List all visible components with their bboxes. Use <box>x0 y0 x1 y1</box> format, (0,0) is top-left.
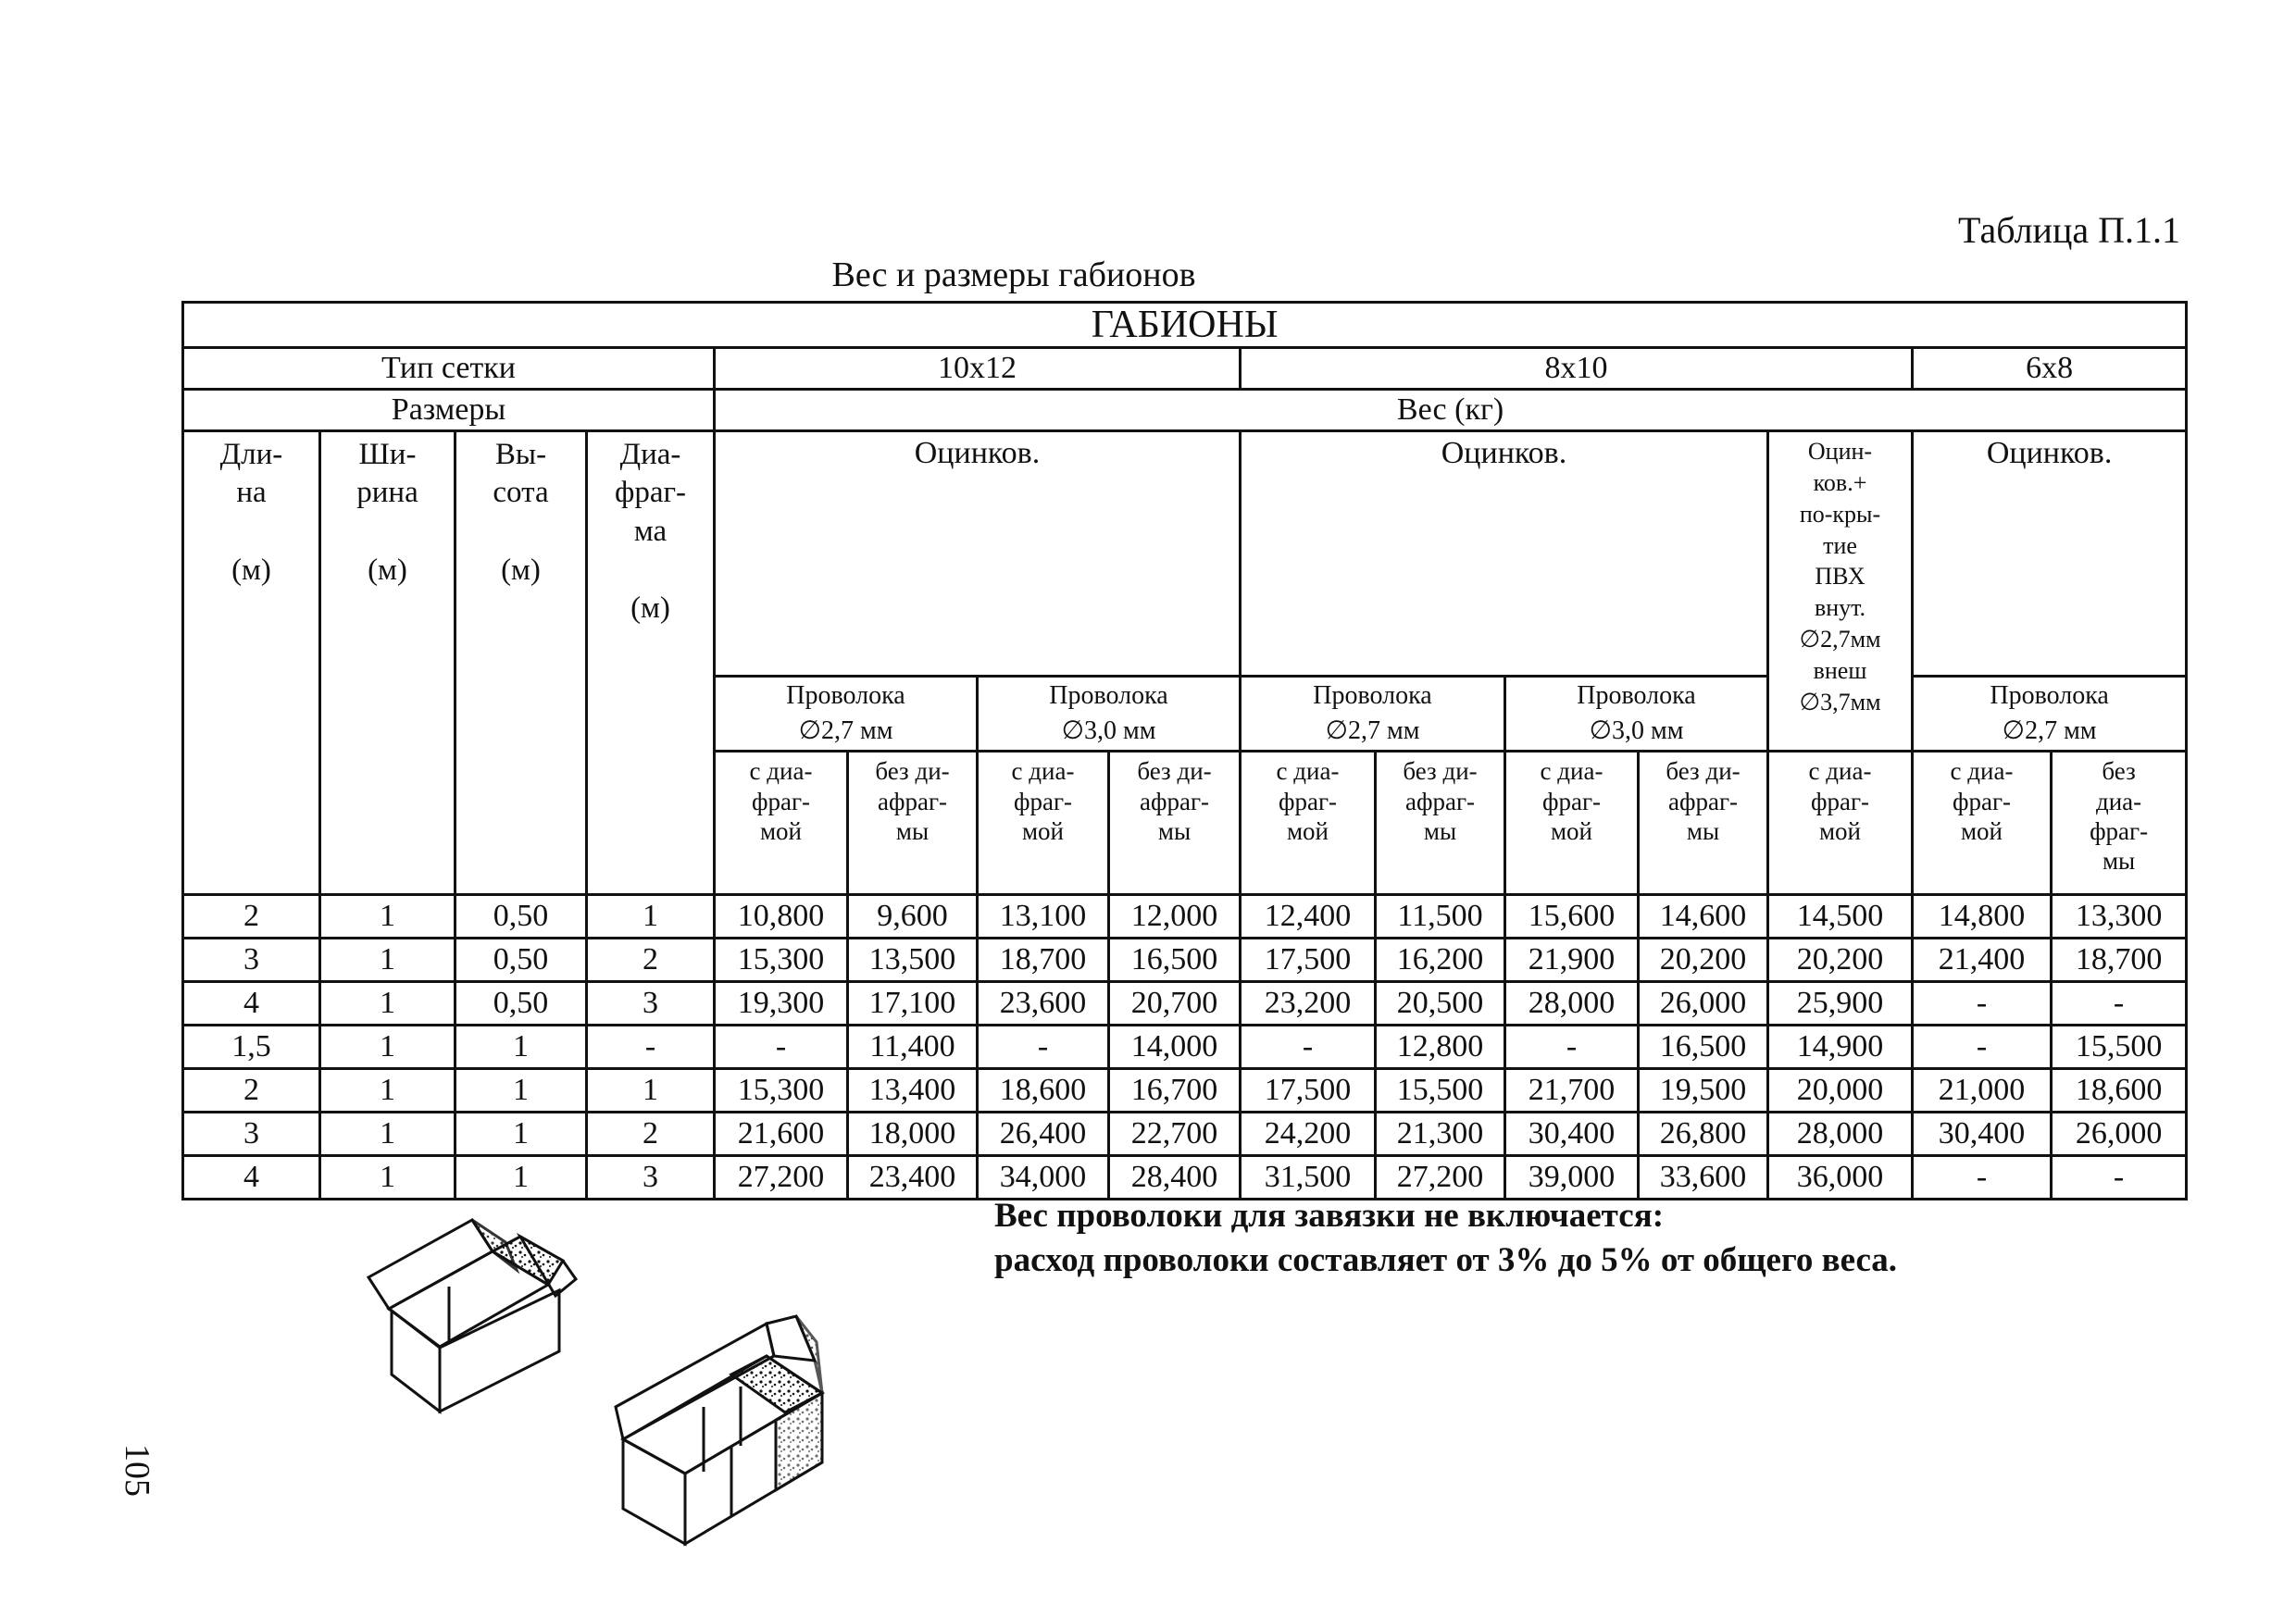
table-cell: 21,900 <box>1505 939 1639 982</box>
weight-header: Вес (кг) <box>715 390 2187 431</box>
table-cell: 23,400 <box>848 1156 978 1200</box>
table-cell: 14,500 <box>1768 895 1913 939</box>
table-cell: 1 <box>320 1113 455 1156</box>
without-diaphragm-header: без ди- афраг- мы <box>1109 752 1241 895</box>
table-cell: - <box>978 1026 1109 1069</box>
table-number-label: Таблица П.1.1 <box>1958 209 2180 251</box>
dimensions-header: Размеры <box>183 390 715 431</box>
table-cell: 20,700 <box>1109 982 1241 1026</box>
table-row <box>183 895 2187 939</box>
with-diaphragm-header: с диа- фраг- мой <box>715 752 848 895</box>
diaphragm-header <box>587 431 715 895</box>
table-cell: 26,400 <box>978 1113 1109 1156</box>
diaphragm-unit: (м) <box>630 591 670 625</box>
table-cell: 14,900 <box>1768 1026 1913 1069</box>
table-row <box>183 1113 2187 1156</box>
coating-galvanized-6x8: Оцинков. <box>1913 431 2187 677</box>
table-body <box>183 895 2187 1200</box>
table-row <box>183 982 2187 1026</box>
table-row <box>183 1156 2187 1200</box>
wire-3-0-10x12: Проволока ∅3,0 мм <box>978 677 1241 752</box>
table-cell: 15,300 <box>715 1069 848 1113</box>
without-diaphragm-header: без ди- афраг- мы <box>1376 752 1505 895</box>
table-cell: 1 <box>320 1026 455 1069</box>
with-diaphragm-header: с диа- фраг- мой <box>1913 752 2052 895</box>
table-cell: 16,500 <box>1109 939 1241 982</box>
with-diaphragm-header: с диа- фраг- мой <box>1505 752 1639 895</box>
table-cell: 1 <box>320 939 455 982</box>
width-header <box>320 431 455 895</box>
table-title-text: Вес и размеры габионов <box>831 255 1196 294</box>
table-cell: 13,500 <box>848 939 978 982</box>
mesh-type-8x10: 8x10 <box>1241 348 1913 390</box>
table-cell: 12,000 <box>1109 895 1241 939</box>
table-cell: 25,900 <box>1768 982 1913 1026</box>
with-diaphragm-header: с диа- фраг- мой <box>1241 752 1376 895</box>
table-cell: 3 <box>183 939 320 982</box>
table-cell: 17,100 <box>848 982 978 1026</box>
table-cell: - <box>2052 982 2187 1026</box>
table-cell: 20,200 <box>1639 939 1768 982</box>
table-cell: 2 <box>587 1113 715 1156</box>
table-row <box>183 1026 2187 1069</box>
table-cell: 18,700 <box>2052 939 2187 982</box>
table-cell: 26,800 <box>1639 1113 1768 1156</box>
table-cell: 39,000 <box>1505 1156 1639 1200</box>
table-cell: 28,000 <box>1505 982 1639 1026</box>
table-cell: 1 <box>587 895 715 939</box>
table-cell: 17,500 <box>1241 1069 1376 1113</box>
table-cell: 16,700 <box>1109 1069 1241 1113</box>
height-label: Вы- сота <box>493 438 549 510</box>
table-cell: 10,800 <box>715 895 848 939</box>
table-cell: 0,50 <box>455 895 587 939</box>
table-cell: 4 <box>183 1156 320 1200</box>
table-cell: - <box>1913 1026 2052 1069</box>
table-cell: 21,300 <box>1376 1113 1505 1156</box>
table-cell: 1 <box>320 1156 455 1200</box>
table-cell: 15,500 <box>1376 1069 1505 1113</box>
table-cell: 18,700 <box>978 939 1109 982</box>
mesh-type-10x12: 10x12 <box>715 348 1241 390</box>
table-cell: 26,000 <box>1639 982 1768 1026</box>
table-cell: 19,500 <box>1639 1069 1768 1113</box>
table-cell: 18,000 <box>848 1113 978 1156</box>
wire-2-7-10x12: Проволока ∅2,7 мм <box>715 677 978 752</box>
table-cell: 18,600 <box>2052 1069 2187 1113</box>
wire-note-line-2: расход проволоки составляет от 3% до 5% от общего веса. <box>994 1241 1898 1280</box>
table-row <box>183 1069 2187 1113</box>
mesh-type-6x8: 6x8 <box>1913 348 2187 390</box>
table-cell: 24,200 <box>1241 1113 1376 1156</box>
table-cell: 34,000 <box>978 1156 1109 1200</box>
table-cell: 1 <box>455 1069 587 1113</box>
table-cell: 0,50 <box>455 982 587 1026</box>
table-cell: 14,800 <box>1913 895 2052 939</box>
table-cell: 20,200 <box>1768 939 1913 982</box>
table-cell: 1 <box>320 982 455 1026</box>
table-cell: 1,5 <box>183 1026 320 1069</box>
wire-3-0-8x10: Проволока ∅3,0 мм <box>1505 677 1768 752</box>
table-cell: 33,600 <box>1639 1156 1768 1200</box>
wire-2-7-8x10: Проволока ∅2,7 мм <box>1241 677 1505 752</box>
table-cell: 27,200 <box>715 1156 848 1200</box>
table-cell: 28,400 <box>1109 1156 1241 1200</box>
table-cell: 14,000 <box>1109 1026 1241 1069</box>
table-cell: - <box>587 1026 715 1069</box>
table-cell: 18,600 <box>978 1069 1109 1113</box>
table-cell: 15,300 <box>715 939 848 982</box>
length-header <box>183 431 320 895</box>
table-cell: 1 <box>455 1113 587 1156</box>
table-cell: 15,500 <box>2052 1026 2187 1069</box>
with-diaphragm-header: с диа- фраг- мой <box>978 752 1109 895</box>
table-cell: 2 <box>183 895 320 939</box>
table-cell: 0,50 <box>455 939 587 982</box>
length-label: Дли- на <box>219 438 283 510</box>
table-cell: 36,000 <box>1768 1156 1913 1200</box>
table-cell: 12,400 <box>1241 895 1376 939</box>
table-cell: 11,400 <box>848 1026 978 1069</box>
table-cell: 1 <box>320 1069 455 1113</box>
table-title <box>0 255 2296 295</box>
table-cell: 20,000 <box>1768 1069 1913 1113</box>
table-cell: 19,300 <box>715 982 848 1026</box>
table-cell: 30,400 <box>1505 1113 1639 1156</box>
wire-2-7-6x8: Проволока ∅2,7 мм <box>1913 677 2187 752</box>
width-label: Ши- рина <box>356 438 418 510</box>
table-cell: 21,400 <box>1913 939 2052 982</box>
coating-galvanized-pvc: Оцин- ков.+ по-кры- тие ПВХ внут. ∅2,7мм внеш ∅3,7мм <box>1768 431 1913 752</box>
table-cell: - <box>1913 1156 2052 1200</box>
table-cell: 3 <box>587 1156 715 1200</box>
table-cell: 17,500 <box>1241 939 1376 982</box>
length-unit: (м) <box>231 553 271 587</box>
table-cell: 16,200 <box>1376 939 1505 982</box>
table-cell: - <box>2052 1156 2187 1200</box>
table-cell: 20,500 <box>1376 982 1505 1026</box>
table-cell: 2 <box>587 939 715 982</box>
with-diaphragm-header: с диа- фраг- мой <box>1768 752 1913 895</box>
table-cell: 1 <box>587 1069 715 1113</box>
table-cell: 21,700 <box>1505 1069 1639 1113</box>
table-cell: 23,200 <box>1241 982 1376 1026</box>
table-cell: 21,600 <box>715 1113 848 1156</box>
table-cell: 13,400 <box>848 1069 978 1113</box>
table-cell: - <box>715 1026 848 1069</box>
height-header <box>455 431 587 895</box>
without-diaphragm-header: без диа- фраг- мы <box>2052 752 2187 895</box>
table-cell: - <box>1505 1026 1639 1069</box>
table-cell: 13,300 <box>2052 895 2187 939</box>
table-cell: - <box>1241 1026 1376 1069</box>
table-cell: 21,000 <box>1913 1069 2052 1113</box>
gabion-weight-table <box>181 301 2188 1200</box>
gabion-box-multi-cell-icon <box>616 1316 822 1544</box>
gabion-boxes-illustration <box>333 1203 889 1555</box>
table-cell: 1 <box>320 895 455 939</box>
table-cell: - <box>1913 982 2052 1026</box>
table-cell: 1 <box>455 1026 587 1069</box>
without-diaphragm-header: без ди- афраг- мы <box>848 752 978 895</box>
diaphragm-label: Диа- фраг- ма <box>614 438 687 548</box>
coating-galvanized-10x12: Оцинков. <box>715 431 1241 677</box>
wire-note-line-1: Вес проволоки для завязки не включается: <box>994 1197 1665 1235</box>
mesh-type-header: Тип сетки <box>183 348 715 390</box>
table-cell: 4 <box>183 982 320 1026</box>
table-cell: 31,500 <box>1241 1156 1376 1200</box>
table-cell: 12,800 <box>1376 1026 1505 1069</box>
table-cell: 9,600 <box>848 895 978 939</box>
table-cell: 3 <box>183 1113 320 1156</box>
without-diaphragm-header: без ди- афраг- мы <box>1639 752 1768 895</box>
table-caption: ГАБИОНЫ <box>183 303 2187 348</box>
table-cell: 23,600 <box>978 982 1109 1026</box>
wire-note <box>994 1194 1897 1283</box>
gabion-box-with-diaphragm-icon <box>368 1220 576 1412</box>
table-cell: 30,400 <box>1913 1113 2052 1156</box>
table-cell: 11,500 <box>1376 895 1505 939</box>
table-cell: 2 <box>183 1069 320 1113</box>
table-cell: 28,000 <box>1768 1113 1913 1156</box>
table-cell: 1 <box>455 1156 587 1200</box>
table-cell: 26,000 <box>2052 1113 2187 1156</box>
table-row <box>183 939 2187 982</box>
table-cell: 3 <box>587 982 715 1026</box>
height-unit: (м) <box>501 553 541 587</box>
coating-galvanized-8x10: Оцинков. <box>1241 431 1768 677</box>
table-cell: 16,500 <box>1639 1026 1768 1069</box>
table-cell: 14,600 <box>1639 895 1768 939</box>
table-cell: 13,100 <box>978 895 1109 939</box>
table-cell: 22,700 <box>1109 1113 1241 1156</box>
table-cell: 15,600 <box>1505 895 1639 939</box>
page-number: 105 <box>118 1444 156 1497</box>
table-cell: 27,200 <box>1376 1156 1505 1200</box>
width-unit: (м) <box>368 553 407 587</box>
